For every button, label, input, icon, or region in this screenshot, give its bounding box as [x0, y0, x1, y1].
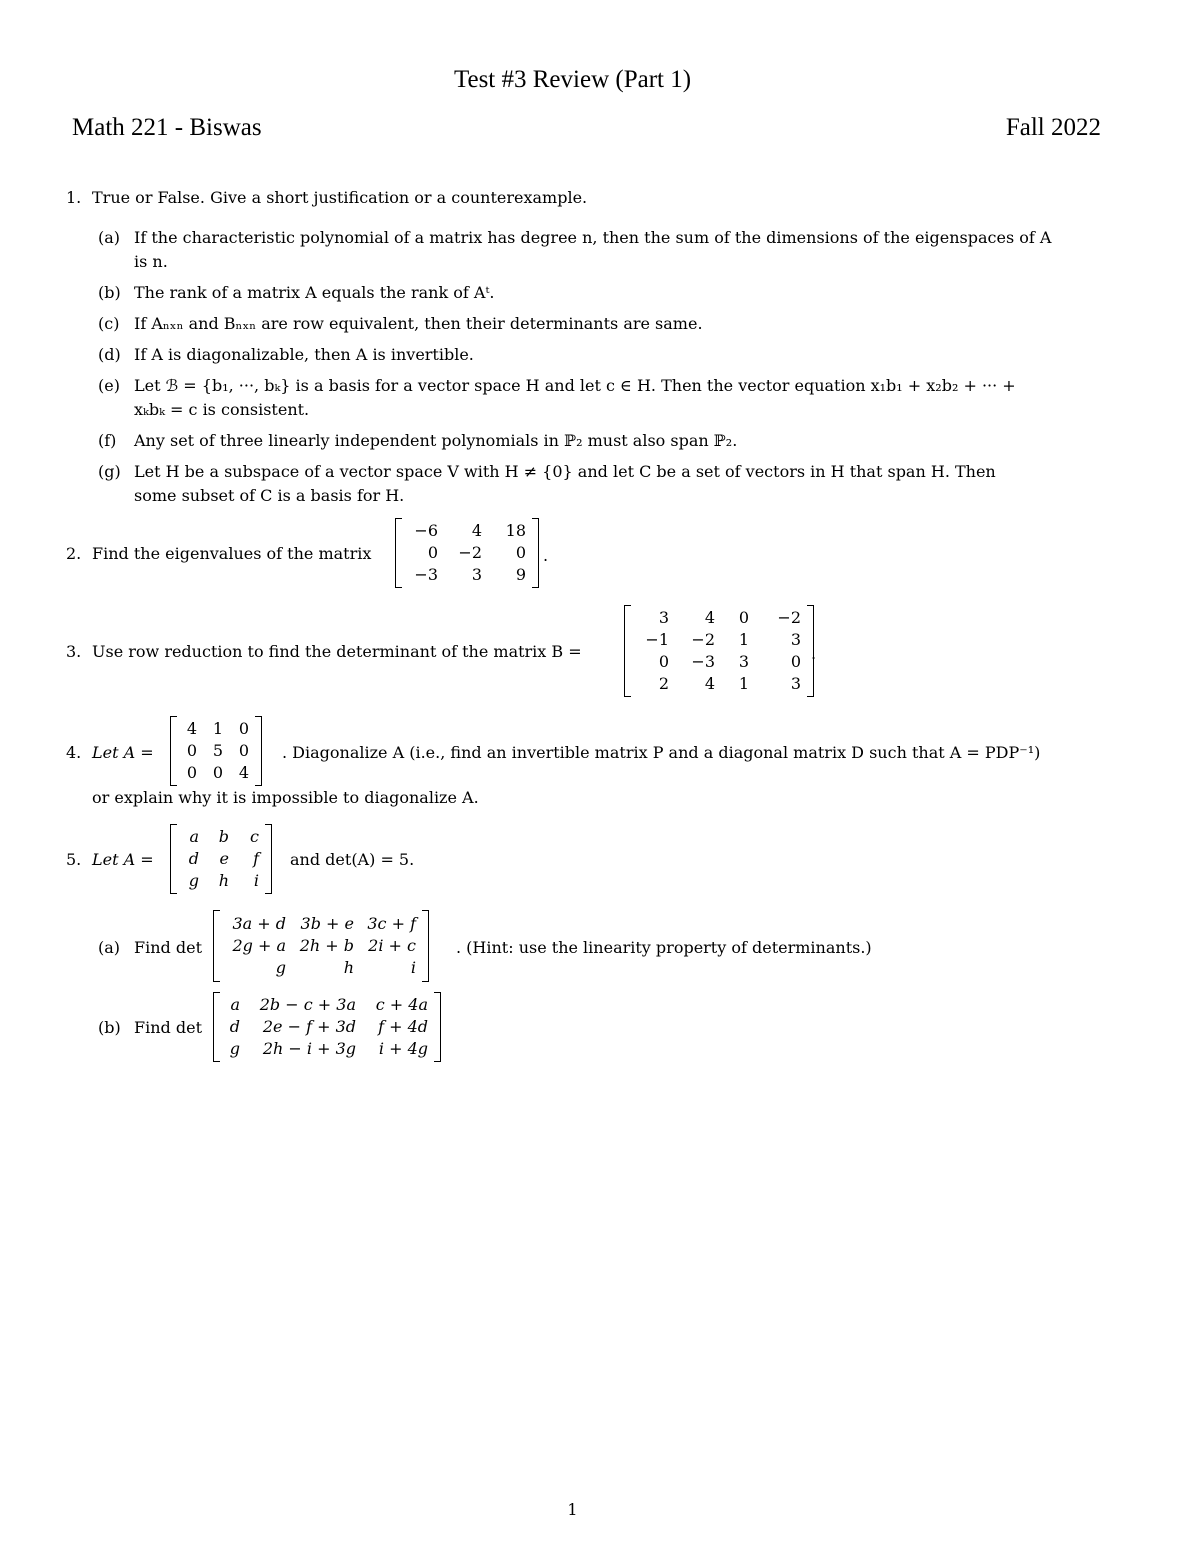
q5a-label: (a) [98, 938, 121, 957]
term: Fall 2022 [1005, 114, 1101, 141]
matrix-entry: h [343, 958, 354, 977]
matrix-entry: 3 [471, 565, 482, 584]
q3-number: 3. [66, 642, 82, 661]
q1c-line1: If Aₙₓₙ and Bₙₓₙ are row equivalent, then their determinants are same. [134, 314, 703, 333]
matrix-entry: −2 [691, 630, 715, 649]
q1g-label: (g) [98, 462, 121, 481]
matrix-entry: 3 [738, 652, 749, 671]
page-number: 1 [567, 1500, 578, 1519]
q1e-line2: xₖbₖ = c is consistent. [134, 400, 310, 419]
q1f-line1: Any set of three linearly independent polynomials in ℙ₂ must also span ℙ₂. [134, 431, 738, 450]
matrix-entry: 3a + d [232, 914, 286, 933]
matrix-entry: e [219, 849, 229, 868]
matrix-entry: −6 [414, 521, 438, 540]
q3-matrix [624, 605, 817, 697]
q1f-label: (f) [98, 431, 117, 450]
q1-number: 1. [66, 188, 82, 207]
matrix-entry: −1 [645, 630, 669, 649]
matrix-entry: 0 [790, 652, 801, 671]
q1d-line1: If A is diagonalizable, then A is invertible. [134, 345, 474, 364]
matrix-entry: 2e − f + 3d [262, 1017, 356, 1036]
matrix-entry: 2h − i + 3g [262, 1039, 356, 1058]
q5-text: and det(A) = 5. [290, 850, 415, 869]
q1g-line2: some subset of C is a basis for H. [134, 486, 405, 505]
q1a-line2: is n. [134, 252, 168, 271]
matrix-entry: 0 [238, 741, 249, 760]
matrix-entry: 0 [738, 608, 749, 627]
matrix-entry: 1 [738, 630, 749, 649]
q5-number: 5. [66, 850, 82, 869]
matrix-entry: 4 [186, 719, 197, 738]
matrix-entry: i [410, 958, 416, 977]
matrix-entry: 2b − c + 3a [259, 995, 356, 1014]
matrix-entry: 3c + f [367, 914, 416, 933]
matrix-entry: 0 [212, 763, 223, 782]
matrix-entry: 2i + c [368, 936, 416, 955]
q5a-text: . (Hint: use the linearity property of determinants.) [456, 938, 872, 957]
matrix-entry: 2g + a [232, 936, 286, 955]
matrix-entry: f [253, 849, 259, 868]
q1a-label: (a) [98, 228, 121, 247]
matrix-entry: 2 [658, 674, 669, 693]
matrix-entry: 0 [515, 543, 526, 562]
q1b-label: (b) [98, 283, 121, 302]
q1d-label: (d) [98, 345, 121, 364]
q4-lead: Let A = [92, 743, 154, 762]
matrix-entry: c [250, 827, 259, 846]
matrix-entry: 1 [212, 719, 223, 738]
q5b-matrix [213, 992, 441, 1062]
q4-matrix [170, 716, 262, 786]
matrix-entry: 3 [790, 630, 801, 649]
q1e-line1: Let ℬ = {b₁, ···, bₖ} is a basis for a vector space H and let c ∈ H. Then the vector equation x₁b₁ + x₂b₂ + ··· + [134, 376, 1016, 395]
q2-period: . [543, 546, 549, 565]
q2-text: Find the eigenvalues of the matrix [92, 544, 372, 563]
matrix-entry: d [188, 849, 199, 868]
matrix-entry: 4 [704, 608, 715, 627]
matrix-entry: h [218, 871, 229, 890]
q3-period: . [811, 644, 817, 663]
q3-text: Use row reduction to find the determinant of the matrix B = [92, 642, 582, 661]
q1b-line1: The rank of a matrix A equals the rank of Aᵗ. [134, 283, 495, 302]
matrix-entry: −2 [777, 608, 801, 627]
matrix-entry: g [229, 1039, 240, 1058]
q5-matrix [170, 824, 272, 894]
matrix-entry: 5 [212, 741, 223, 760]
q5b-lead: Find det [134, 1018, 202, 1037]
matrix-entry: 3b + e [300, 914, 354, 933]
q5-lead: Let A = [92, 850, 154, 869]
matrix-entry: 0 [186, 763, 197, 782]
q1g-line1: Let H be a subspace of a vector space V with H ≠ {0} and let C be a set of vectors in H that span H. Then [134, 462, 996, 481]
matrix-entry: a [230, 995, 240, 1014]
matrix-entry: 0 [186, 741, 197, 760]
matrix-entry: 4 [471, 521, 482, 540]
matrix-entry: i [253, 871, 259, 890]
matrix-entry: d [229, 1017, 240, 1036]
q2-matrix [395, 518, 539, 588]
q5a-lead: Find det [134, 938, 202, 957]
q4-text2: or explain why it is impossible to diagonalize A. [92, 788, 479, 807]
q4-text: . Diagonalize A (i.e., find an invertible matrix P and a diagonal matrix D such that A = PDP⁻¹) [282, 743, 1041, 762]
matrix-entry: −3 [414, 565, 438, 584]
matrix-entry: 18 [505, 521, 526, 540]
q5a-matrix [213, 910, 429, 982]
matrix-entry: 3 [658, 608, 669, 627]
matrix-entry: −3 [691, 652, 715, 671]
matrix-entry: 4 [704, 674, 715, 693]
q1e-label: (e) [98, 376, 120, 395]
matrix-entry: 2h + b [299, 936, 354, 955]
page-title: Test #3 Review (Part 1) [453, 66, 692, 93]
q1c-label: (c) [98, 314, 120, 333]
matrix-entry: i + 4g [378, 1039, 428, 1058]
q2-number: 2. [66, 544, 82, 563]
q5b-label: (b) [98, 1018, 121, 1037]
matrix-entry: g [188, 871, 199, 890]
matrix-entry: 1 [738, 674, 749, 693]
matrix-entry: 0 [427, 543, 438, 562]
matrix-entry: 9 [515, 565, 526, 584]
q1-text: True or False. Give a short justification or a counterexample. [92, 188, 588, 207]
matrix-entry: 4 [238, 763, 249, 782]
matrix-entry: b [218, 827, 229, 846]
matrix-entry: g [275, 958, 286, 977]
course-name: Math 221 - Biswas [72, 114, 262, 141]
q1a-line1: If the characteristic polynomial of a matrix has degree n, then the sum of the dimensions of the eigenspaces of A [134, 228, 1052, 247]
matrix-entry: a [189, 827, 199, 846]
matrix-entry: c + 4a [375, 995, 428, 1014]
matrix-entry: 0 [238, 719, 249, 738]
q4-number: 4. [66, 743, 82, 762]
matrix-entry: 3 [790, 674, 801, 693]
matrix-entry: f + 4d [378, 1017, 428, 1036]
matrix-entry: 0 [658, 652, 669, 671]
matrix-entry: −2 [458, 543, 482, 562]
